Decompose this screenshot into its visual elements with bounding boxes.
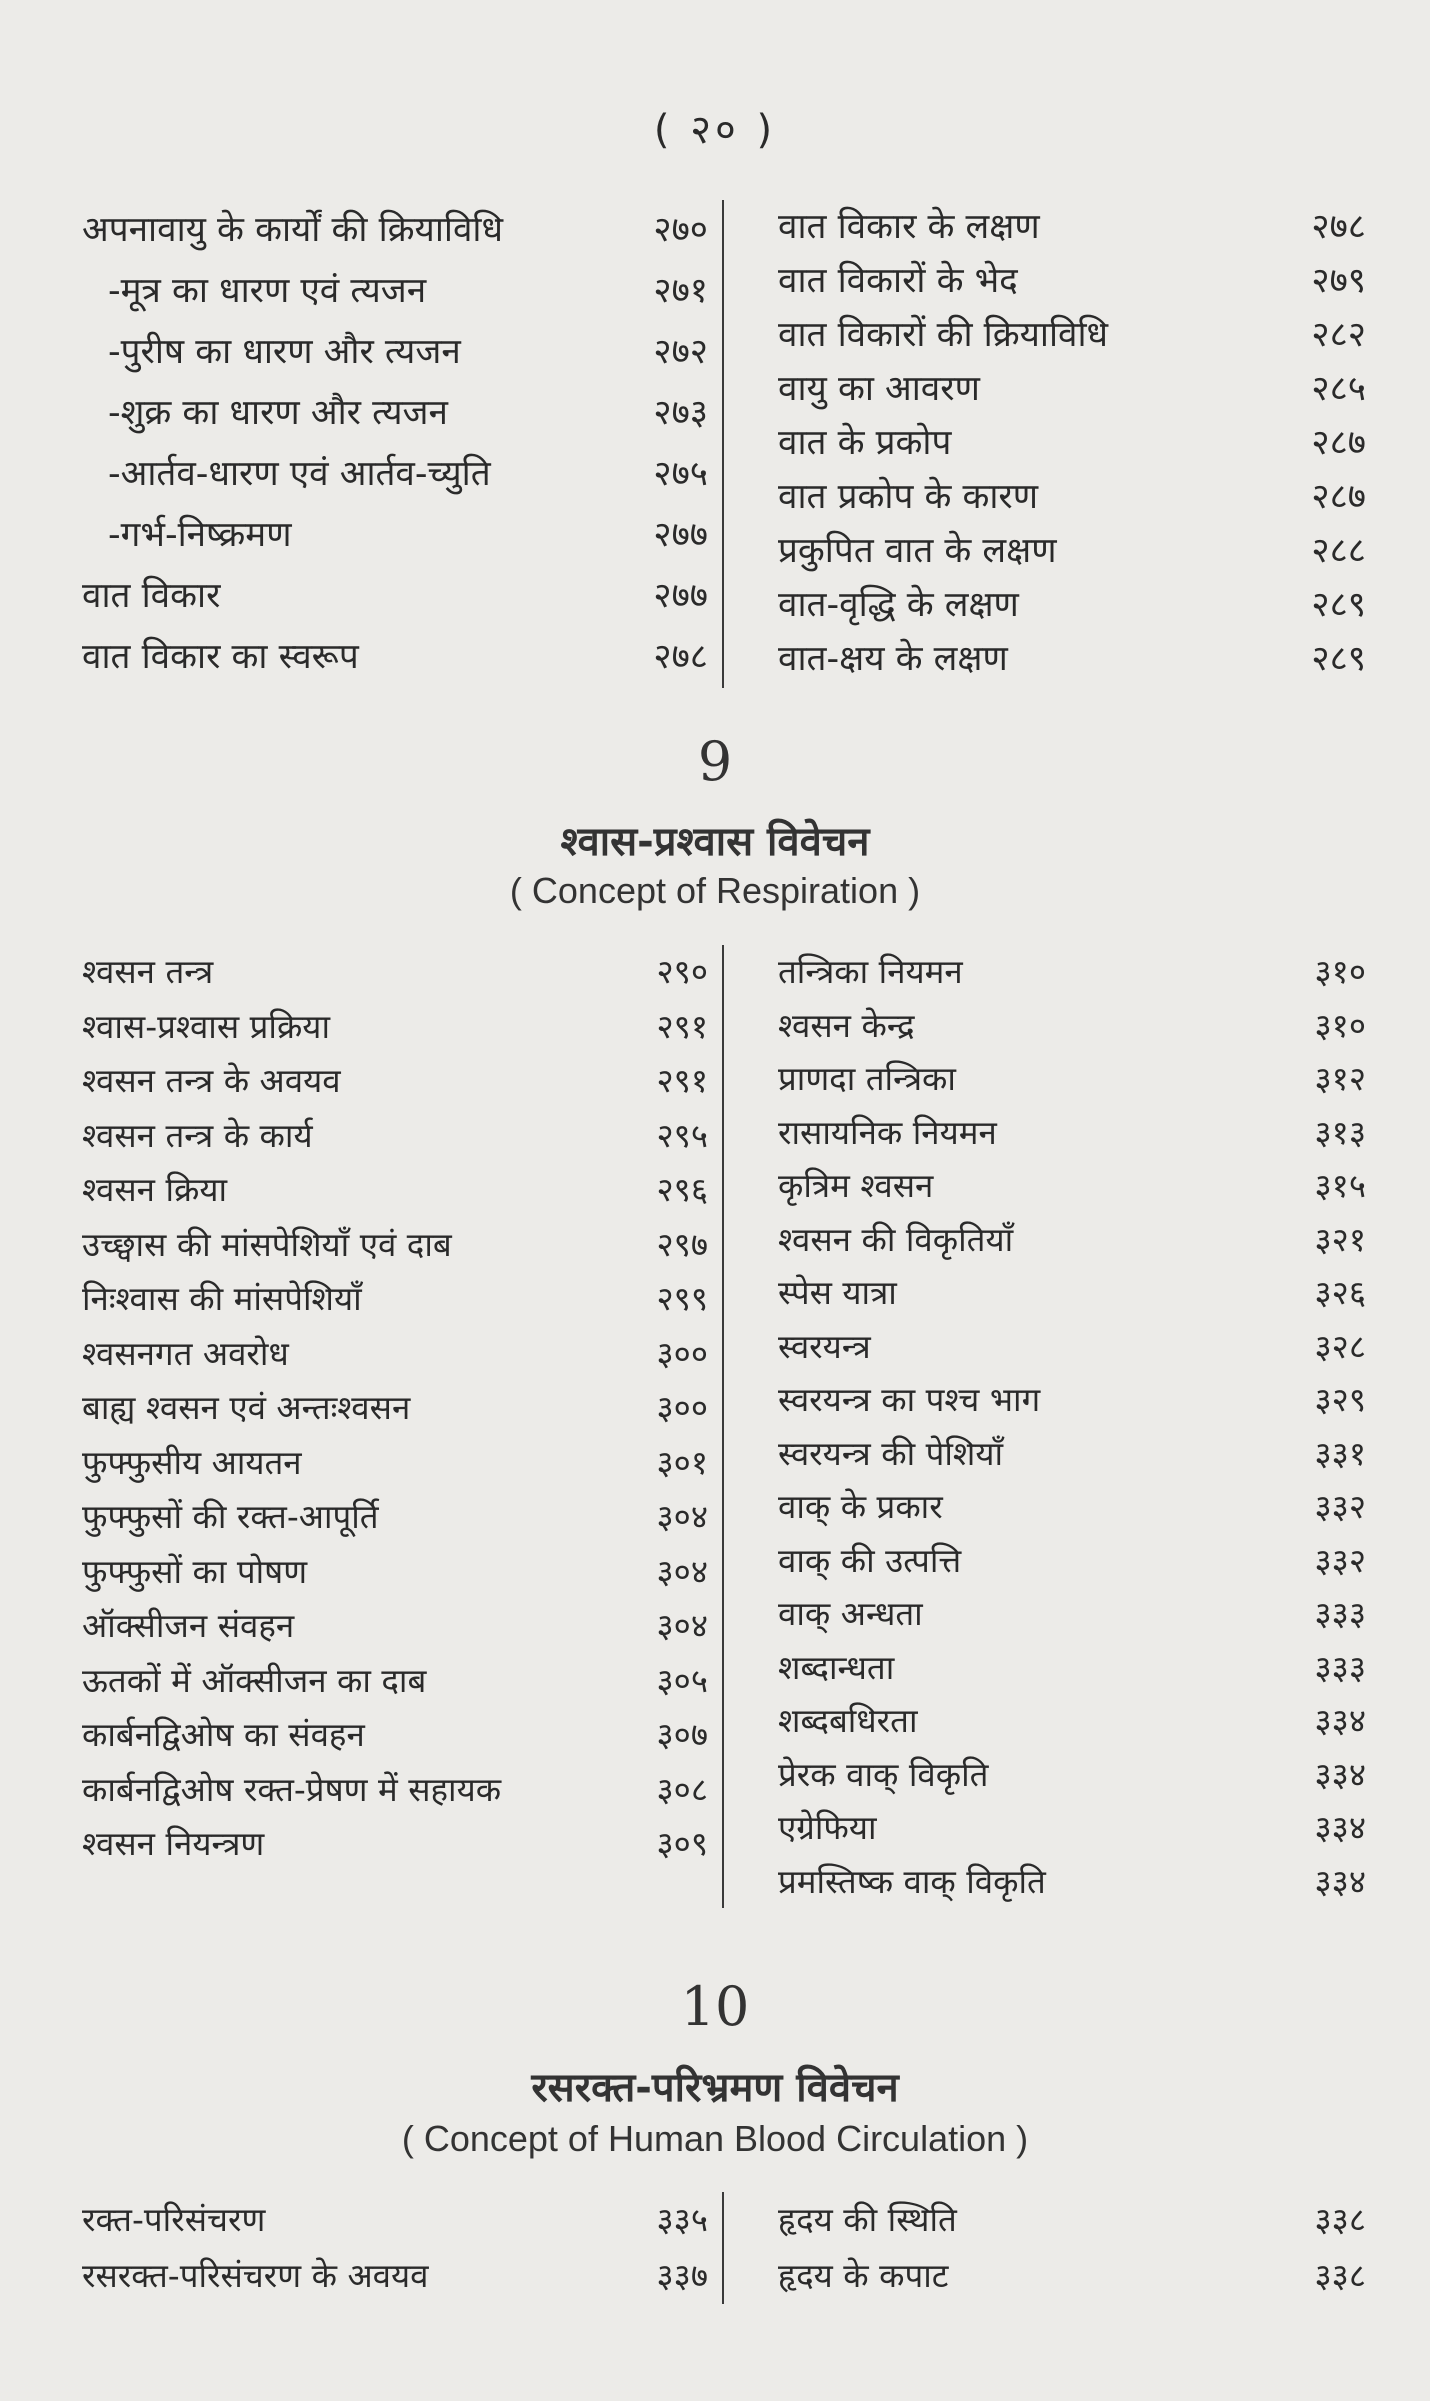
toc-entry-page: ३३५: [656, 2200, 708, 2239]
toc-entry: [82, 1763, 708, 1818]
toc-entry: [82, 1327, 708, 1382]
toc-entry-title: श्वसन केन्द्र: [778, 1005, 915, 1045]
toc-right-column: [724, 945, 1366, 1908]
toc-entry: [82, 945, 708, 1000]
toc-entry-title: हृदय की स्थिति: [778, 2200, 957, 2239]
toc-entry-title: -मूत्र का धारण एवं त्यजन: [108, 271, 427, 311]
toc-block-chapter-10: [82, 2192, 1367, 2304]
toc-entry-page: २९९: [656, 1279, 708, 1318]
toc-entry: [778, 632, 1366, 686]
toc-entry-title: श्वास-प्रश्वास प्रक्रिया: [82, 1006, 330, 1046]
toc-entry: [778, 1159, 1366, 1213]
toc-entry: [778, 470, 1366, 524]
toc-entry-page: ३००: [656, 1388, 708, 1427]
toc-entry-title: वात विकार का स्वरूप: [82, 637, 359, 677]
toc-entry-title: कार्बनद्विओष का संवहन: [82, 1715, 365, 1754]
toc-entry-title: श्वसन तन्त्र के अवयव: [82, 1061, 341, 1100]
toc-entry-page: ३१२: [1314, 1059, 1366, 1098]
toc-entry-page: ३०७: [656, 1715, 708, 1754]
toc-entry-page: ३३८: [1314, 2200, 1366, 2239]
toc-entry-page: २७८: [653, 637, 708, 677]
toc-entry-page: ३०५: [656, 1660, 708, 1700]
toc-entry-page: २८७: [1311, 477, 1366, 517]
toc-entry-page: २७७: [653, 515, 708, 555]
toc-entry: [82, 1054, 708, 1109]
toc-entry-title: तन्त्रिका नियमन: [778, 952, 963, 991]
toc-entry-page: ३३४: [1314, 1754, 1366, 1794]
toc-entry-title: फुफ्फुसों का पोषण: [82, 1551, 308, 1591]
toc-entry: [82, 1599, 708, 1654]
toc-entry-title: स्वरयन्त्र की पेशियाँ: [778, 1433, 1004, 1473]
toc-entry-title: बाह्य श्वसन एवं अन्तःश्वसन: [82, 1388, 411, 1427]
toc-entry: [778, 308, 1366, 362]
toc-entry-title: शब्दबधिरता: [778, 1701, 918, 1740]
toc-entry: [82, 1490, 708, 1545]
toc-entry-page: ३३३: [1314, 1594, 1366, 1633]
toc-entry-page: ३३३: [1314, 1647, 1366, 1687]
toc-entry-title: रासायनिक नियमन: [778, 1112, 997, 1152]
toc-entry: [82, 627, 708, 688]
toc-block-vata: [82, 200, 1367, 688]
toc-entry-page: २८८: [1311, 531, 1366, 571]
toc-entry-title: स्पेस यात्रा: [778, 1273, 897, 1312]
toc-entry-page: ३३४: [1314, 1701, 1366, 1740]
toc-entry: [778, 1373, 1366, 1427]
toc-entry-title: -पुरीष का धारण और त्यजन: [108, 332, 461, 372]
toc-entry: [778, 578, 1366, 632]
toc-entry-page: ३३१: [1314, 1433, 1366, 1473]
toc-entry: [82, 383, 708, 444]
toc-entry-title: श्वसनगत अवरोध: [82, 1333, 289, 1373]
toc-entry-title: वाक् अन्धता: [778, 1594, 923, 1633]
toc-entry-page: ३०४: [656, 1497, 708, 1536]
toc-entry-title: प्रेरक वाक् विकृति: [778, 1754, 989, 1794]
toc-entry-title: प्रमस्तिष्क वाक् विकृति: [778, 1861, 1046, 1901]
toc-entry-title: स्वरयन्त्र: [778, 1326, 871, 1366]
toc-entry: [778, 1320, 1366, 1374]
chapter-9-number: 9: [697, 730, 733, 793]
toc-entry-page: २९७: [656, 1224, 708, 1264]
toc-entry: [778, 999, 1366, 1053]
toc-entry-title: प्राणदा तन्त्रिका: [778, 1059, 956, 1098]
toc-entry-title: श्वसन तन्त्र के कार्य: [82, 1115, 313, 1155]
chapter-10-number: 10: [680, 1975, 750, 2038]
toc-entry: [82, 566, 708, 627]
toc-entry-title: श्वसन नियन्त्रण: [82, 1824, 265, 1863]
toc-entry: [82, 1381, 708, 1436]
toc-entry: [82, 1654, 708, 1709]
toc-entry-title: वात विकार: [82, 576, 221, 616]
toc-entry-title: शब्दान्धता: [778, 1647, 895, 1687]
toc-entry-page: ३३२: [1314, 1487, 1366, 1526]
toc-entry-page: ३०४: [656, 1606, 708, 1645]
toc-entry: [82, 1000, 708, 1055]
toc-entry: [82, 1436, 708, 1491]
toc-entry-page: ३३७: [656, 2256, 708, 2295]
toc-left-column: [82, 945, 724, 1908]
toc-entry-page: ३०१: [656, 1442, 708, 1482]
toc-entry-page: २७५: [653, 454, 708, 494]
toc-entry: [82, 200, 708, 261]
toc-entry-title: श्वसन क्रिया: [82, 1170, 228, 1209]
toc-entry: [82, 1545, 708, 1600]
toc-entry: [82, 261, 708, 322]
toc-entry-page: ३३४: [1314, 1861, 1366, 1901]
toc-entry-title: वात प्रकोप के कारण: [778, 477, 1039, 517]
toc-entry-page: ३१३: [1314, 1112, 1366, 1152]
toc-entry: [82, 1272, 708, 1327]
toc-entry-title: उच्छ्वास की मांसपेशियाँ एवं दाब: [82, 1224, 452, 1264]
toc-entry-title: -आर्तव-धारण एवं आर्तव-च्युति: [108, 454, 491, 494]
toc-entry-title: वात के प्रकोप: [778, 423, 952, 463]
toc-entry-page: २७९: [1311, 261, 1366, 301]
toc-entry: [82, 1817, 708, 1872]
toc-entry-title: निःश्वास की मांसपेशियाँ: [82, 1279, 362, 1318]
toc-entry: [778, 1855, 1366, 1909]
toc-entry: [778, 2248, 1366, 2304]
toc-entry-title: -शुक्र का धारण और त्यजन: [108, 393, 448, 433]
toc-entry-page: २८९: [1311, 639, 1366, 679]
toc-entry: [82, 1218, 708, 1273]
toc-entry-title: फुफ्फुसीय आयतन: [82, 1442, 302, 1482]
toc-left-column: [82, 200, 724, 688]
toc-entry-title: रक्त-परिसंचरण: [82, 2200, 266, 2239]
toc-entry: [778, 254, 1366, 308]
toc-entry: [778, 1694, 1366, 1748]
toc-entry: [778, 945, 1366, 999]
toc-entry-title: वात विकार के लक्षण: [778, 207, 1040, 247]
toc-entry-title: वायु का आवरण: [778, 369, 980, 409]
toc-entry: [82, 1708, 708, 1763]
toc-entry-page: २८९: [1311, 585, 1366, 625]
chapter-10-english-title: ( Concept of Human Blood Circulation ): [401, 2118, 1029, 2159]
toc-entry: [82, 322, 708, 383]
toc-entry: [82, 1163, 708, 1218]
toc-entry-page: ३१०: [1314, 952, 1366, 991]
toc-entry-page: ३२९: [1314, 1380, 1366, 1419]
toc-entry-title: प्रकुपित वात के लक्षण: [778, 531, 1057, 571]
toc-entry: [778, 1480, 1366, 1534]
toc-entry-title: कृत्रिम श्वसन: [778, 1166, 934, 1205]
toc-entry-page: २८२: [1311, 315, 1366, 355]
chapter-9-title: श्वास-प्रश्वास विवेचन: [560, 819, 870, 865]
toc-entry-title: वाक् की उत्पत्ति: [778, 1540, 962, 1580]
toc-entry-page: ३२८: [1314, 1326, 1366, 1366]
toc-entry-title: वात-क्षय के लक्षण: [778, 639, 1008, 679]
toc-entry-title: हृदय के कपाट: [778, 2256, 949, 2295]
toc-entry-page: ३३८: [1314, 2256, 1366, 2295]
toc-entry-page: ३०८: [656, 1769, 708, 1809]
chapter-10-title: रसरक्त-परिभ्रमण विवेचन: [531, 2065, 899, 2111]
toc-entry-page: २७०: [653, 210, 708, 250]
toc-entry-title: फुफ्फुसों की रक्त-आपूर्ति: [82, 1497, 379, 1536]
toc-entry-page: २७३: [653, 393, 708, 433]
toc-entry-page: २९५: [656, 1115, 708, 1155]
toc-entry-title: अपनावायु के कार्यों की क्रियाविधि: [82, 210, 503, 250]
toc-entry: [778, 1266, 1366, 1320]
toc-entry-title: श्वसन की विकृतियाँ: [778, 1219, 1014, 1259]
toc-entry: [778, 1106, 1366, 1160]
toc-entry-title: वाक् के प्रकार: [778, 1487, 943, 1526]
toc-entry-title: एग्रेफिया: [778, 1808, 877, 1847]
toc-entry-page: ३००: [656, 1333, 708, 1373]
toc-entry-page: ३३४: [1314, 1808, 1366, 1847]
toc-right-column: [724, 2192, 1366, 2304]
toc-entry-title: कार्बनद्विओष रक्त-प्रेषण में सहायक: [82, 1769, 502, 1809]
toc-entry: [778, 1213, 1366, 1267]
toc-entry-page: २७२: [653, 332, 708, 372]
toc-entry: [82, 2192, 708, 2248]
page-number: ( २० ): [653, 107, 777, 153]
toc-entry: [82, 2248, 708, 2304]
toc-entry: [778, 416, 1366, 470]
chapter-9-english-title: ( Concept of Respiration ): [509, 870, 921, 911]
toc-entry: [778, 524, 1366, 578]
toc-entry-page: २८७: [1311, 423, 1366, 463]
toc-entry-page: २९६: [656, 1170, 708, 1209]
toc-entry-title: श्वसन तन्त्र: [82, 952, 214, 991]
toc-entry-page: २७७: [653, 576, 708, 616]
toc-entry: [778, 1534, 1366, 1588]
toc-entry-page: २९०: [656, 952, 708, 991]
toc-left-column: [82, 2192, 724, 2304]
toc-entry: [778, 1427, 1366, 1481]
toc-entry-page: ३१०: [1314, 1005, 1366, 1045]
toc-entry: [778, 1801, 1366, 1855]
toc-entry-page: २७८: [1311, 207, 1366, 247]
toc-entry-page: २८५: [1311, 369, 1366, 409]
toc-entry-page: ३०४: [656, 1551, 708, 1591]
toc-entry-page: २९१: [656, 1061, 708, 1100]
toc-entry: [778, 200, 1366, 254]
toc-entry: [82, 444, 708, 505]
toc-entry-title: स्वरयन्त्र का पश्च भाग: [778, 1380, 1041, 1419]
toc-block-chapter-9: [82, 945, 1367, 1908]
toc-entry-title: रसरक्त-परिसंचरण के अवयव: [82, 2256, 429, 2295]
toc-entry: [778, 1587, 1366, 1641]
toc-entry: [778, 2192, 1366, 2248]
toc-entry: [778, 1748, 1366, 1802]
toc-entry-title: -गर्भ-निष्क्रमण: [108, 515, 292, 555]
toc-right-column: [724, 200, 1366, 688]
toc-entry: [778, 362, 1366, 416]
toc-entry-page: ३२१: [1314, 1219, 1366, 1259]
toc-entry-page: ३३२: [1314, 1540, 1366, 1580]
toc-entry-page: ३२६: [1314, 1273, 1366, 1312]
toc-entry-page: २७१: [653, 271, 708, 311]
toc-entry: [778, 1641, 1366, 1695]
toc-entry-page: ३१५: [1314, 1166, 1366, 1205]
toc-entry: [82, 1109, 708, 1164]
toc-entry-title: ऑक्सीजन संवहन: [82, 1606, 295, 1645]
toc-entry-page: २९१: [656, 1006, 708, 1046]
toc-entry-title: ऊतकों में ऑक्सीजन का दाब: [82, 1660, 427, 1700]
toc-entry: [778, 1052, 1366, 1106]
toc-entry: [82, 505, 708, 566]
toc-entry-title: वात विकारों की क्रियाविधि: [778, 315, 1109, 355]
toc-entry-page: ३०९: [656, 1824, 708, 1863]
toc-entry-title: वात विकारों के भेद: [778, 261, 1018, 301]
toc-entry-title: वात-वृद्धि के लक्षण: [778, 585, 1019, 625]
